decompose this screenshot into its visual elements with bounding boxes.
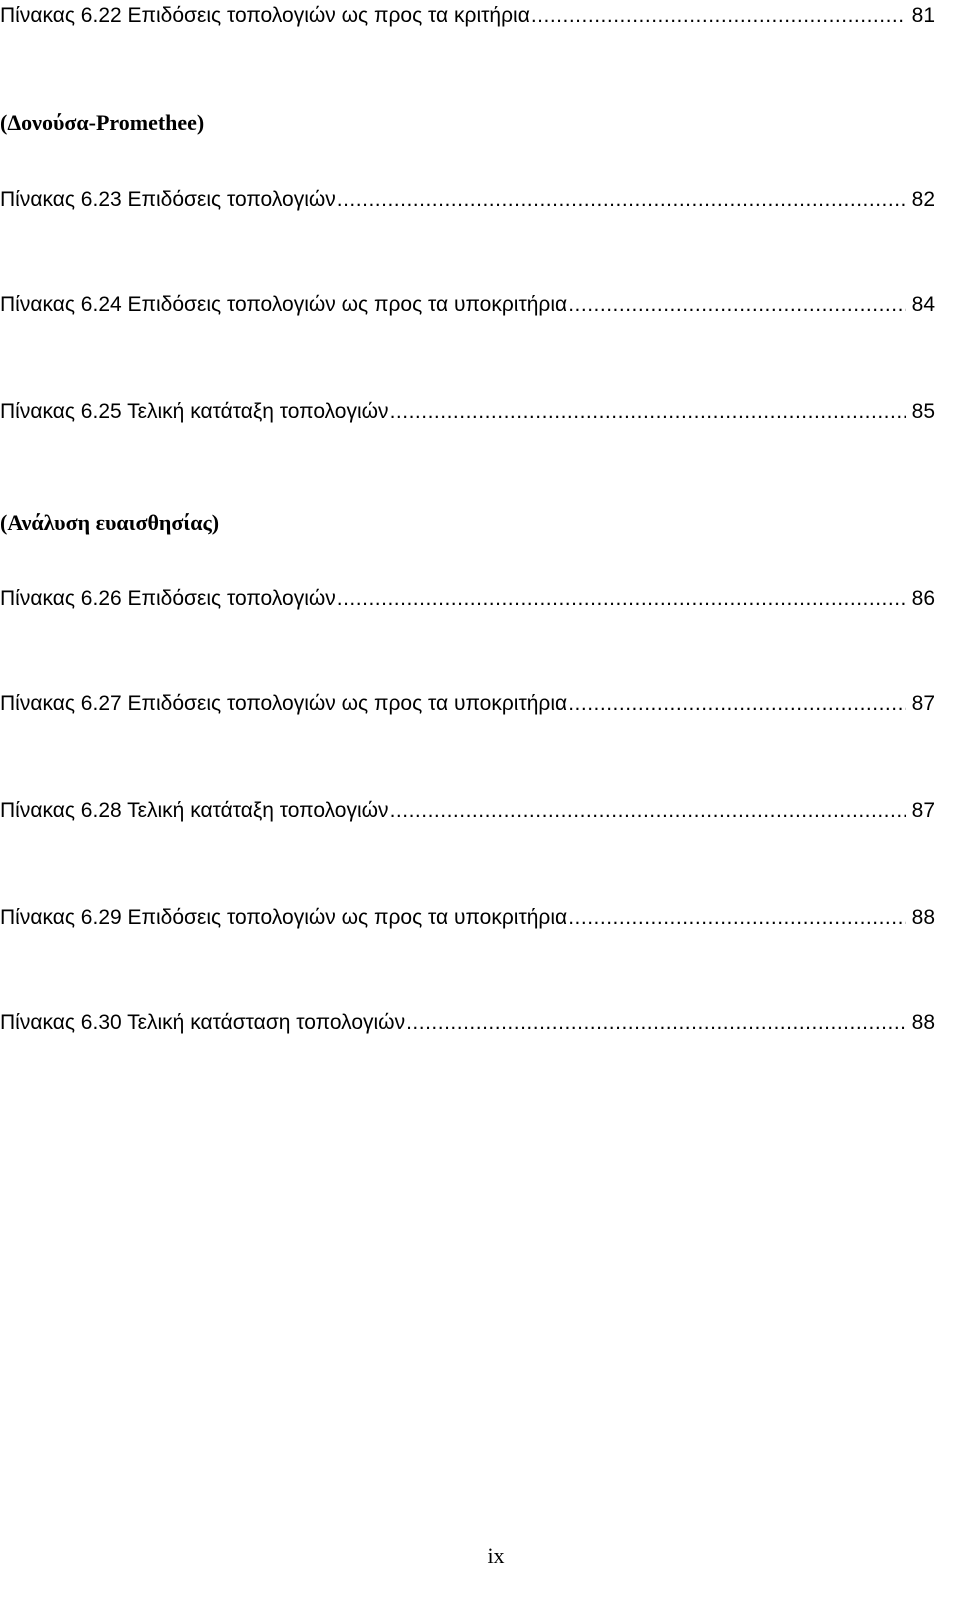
toc-entry-table-6-27[interactable] [0, 688, 935, 720]
toc-entry-page-number: 82 [911, 188, 935, 211]
dot-leader [568, 289, 905, 321]
toc-entry-table-6-22[interactable] [0, 0, 935, 32]
toc-entry-page-number: 87 [911, 692, 935, 715]
dot-leader [568, 902, 905, 934]
section-heading-promethee: (Δονούσα-Promethee) [0, 110, 205, 135]
toc-entry-label: Πίνακας 6.30 Τελική κατάσταση τοπολογιών [0, 1011, 406, 1034]
page-number: ix [487, 1543, 505, 1568]
page-number-footer [0, 1540, 960, 1572]
dot-leader [390, 396, 906, 428]
dot-leader [337, 184, 906, 216]
toc-entry-page-number: 85 [911, 400, 935, 423]
toc-entry-table-6-25[interactable] [0, 396, 935, 428]
toc-entry-label: Πίνακας 6.24 Επιδόσεις τοπολογιών ως προς τα υποκριτήρια [0, 293, 568, 316]
toc-entry-page-number: 87 [911, 799, 935, 822]
toc-entry-page-number: 88 [911, 906, 935, 929]
dot-leader [531, 0, 906, 32]
dot-leader [406, 1007, 906, 1039]
toc-entry-table-6-28[interactable] [0, 795, 935, 827]
dot-leader [390, 795, 906, 827]
toc-entry-page-number: 84 [911, 293, 935, 316]
toc-entry-page-number: 88 [911, 1011, 935, 1034]
toc-entry-label: Πίνακας 6.25 Τελική κατάταξη τοπολογιών [0, 400, 389, 423]
dot-leader [337, 583, 906, 615]
toc-entry-label: Πίνακας 6.22 Επιδόσεις τοπολογιών ως προς τα κριτήρια [0, 4, 530, 27]
toc-entry-label: Πίνακας 6.28 Τελική κατάταξη τοπολογιών [0, 799, 389, 822]
toc-entry-table-6-30[interactable] [0, 1007, 935, 1039]
toc-entry-label: Πίνακας 6.26 Επιδόσεις τοπολογιών [0, 587, 336, 610]
section-heading-sensitivity-analysis: (Ανάλυση ευαισθησίας) [0, 510, 220, 535]
toc-entry-table-6-23[interactable] [0, 184, 935, 216]
toc-entry-table-6-29[interactable] [0, 902, 935, 934]
toc-entry-label: Πίνακας 6.29 Επιδόσεις τοπολογιών ως προς τα υποκριτήρια [0, 906, 568, 929]
toc-entry-page-number: 81 [911, 4, 935, 27]
toc-entry-table-6-24[interactable] [0, 289, 935, 321]
toc-entry-table-6-26[interactable] [0, 583, 935, 615]
toc-entry-label: Πίνακας 6.27 Επιδόσεις τοπολογιών ως προς τα υποκριτήρια [0, 692, 568, 715]
toc-entry-page-number: 86 [911, 587, 935, 610]
dot-leader [568, 688, 905, 720]
toc-entry-label: Πίνακας 6.23 Επιδόσεις τοπολογιών [0, 188, 336, 211]
